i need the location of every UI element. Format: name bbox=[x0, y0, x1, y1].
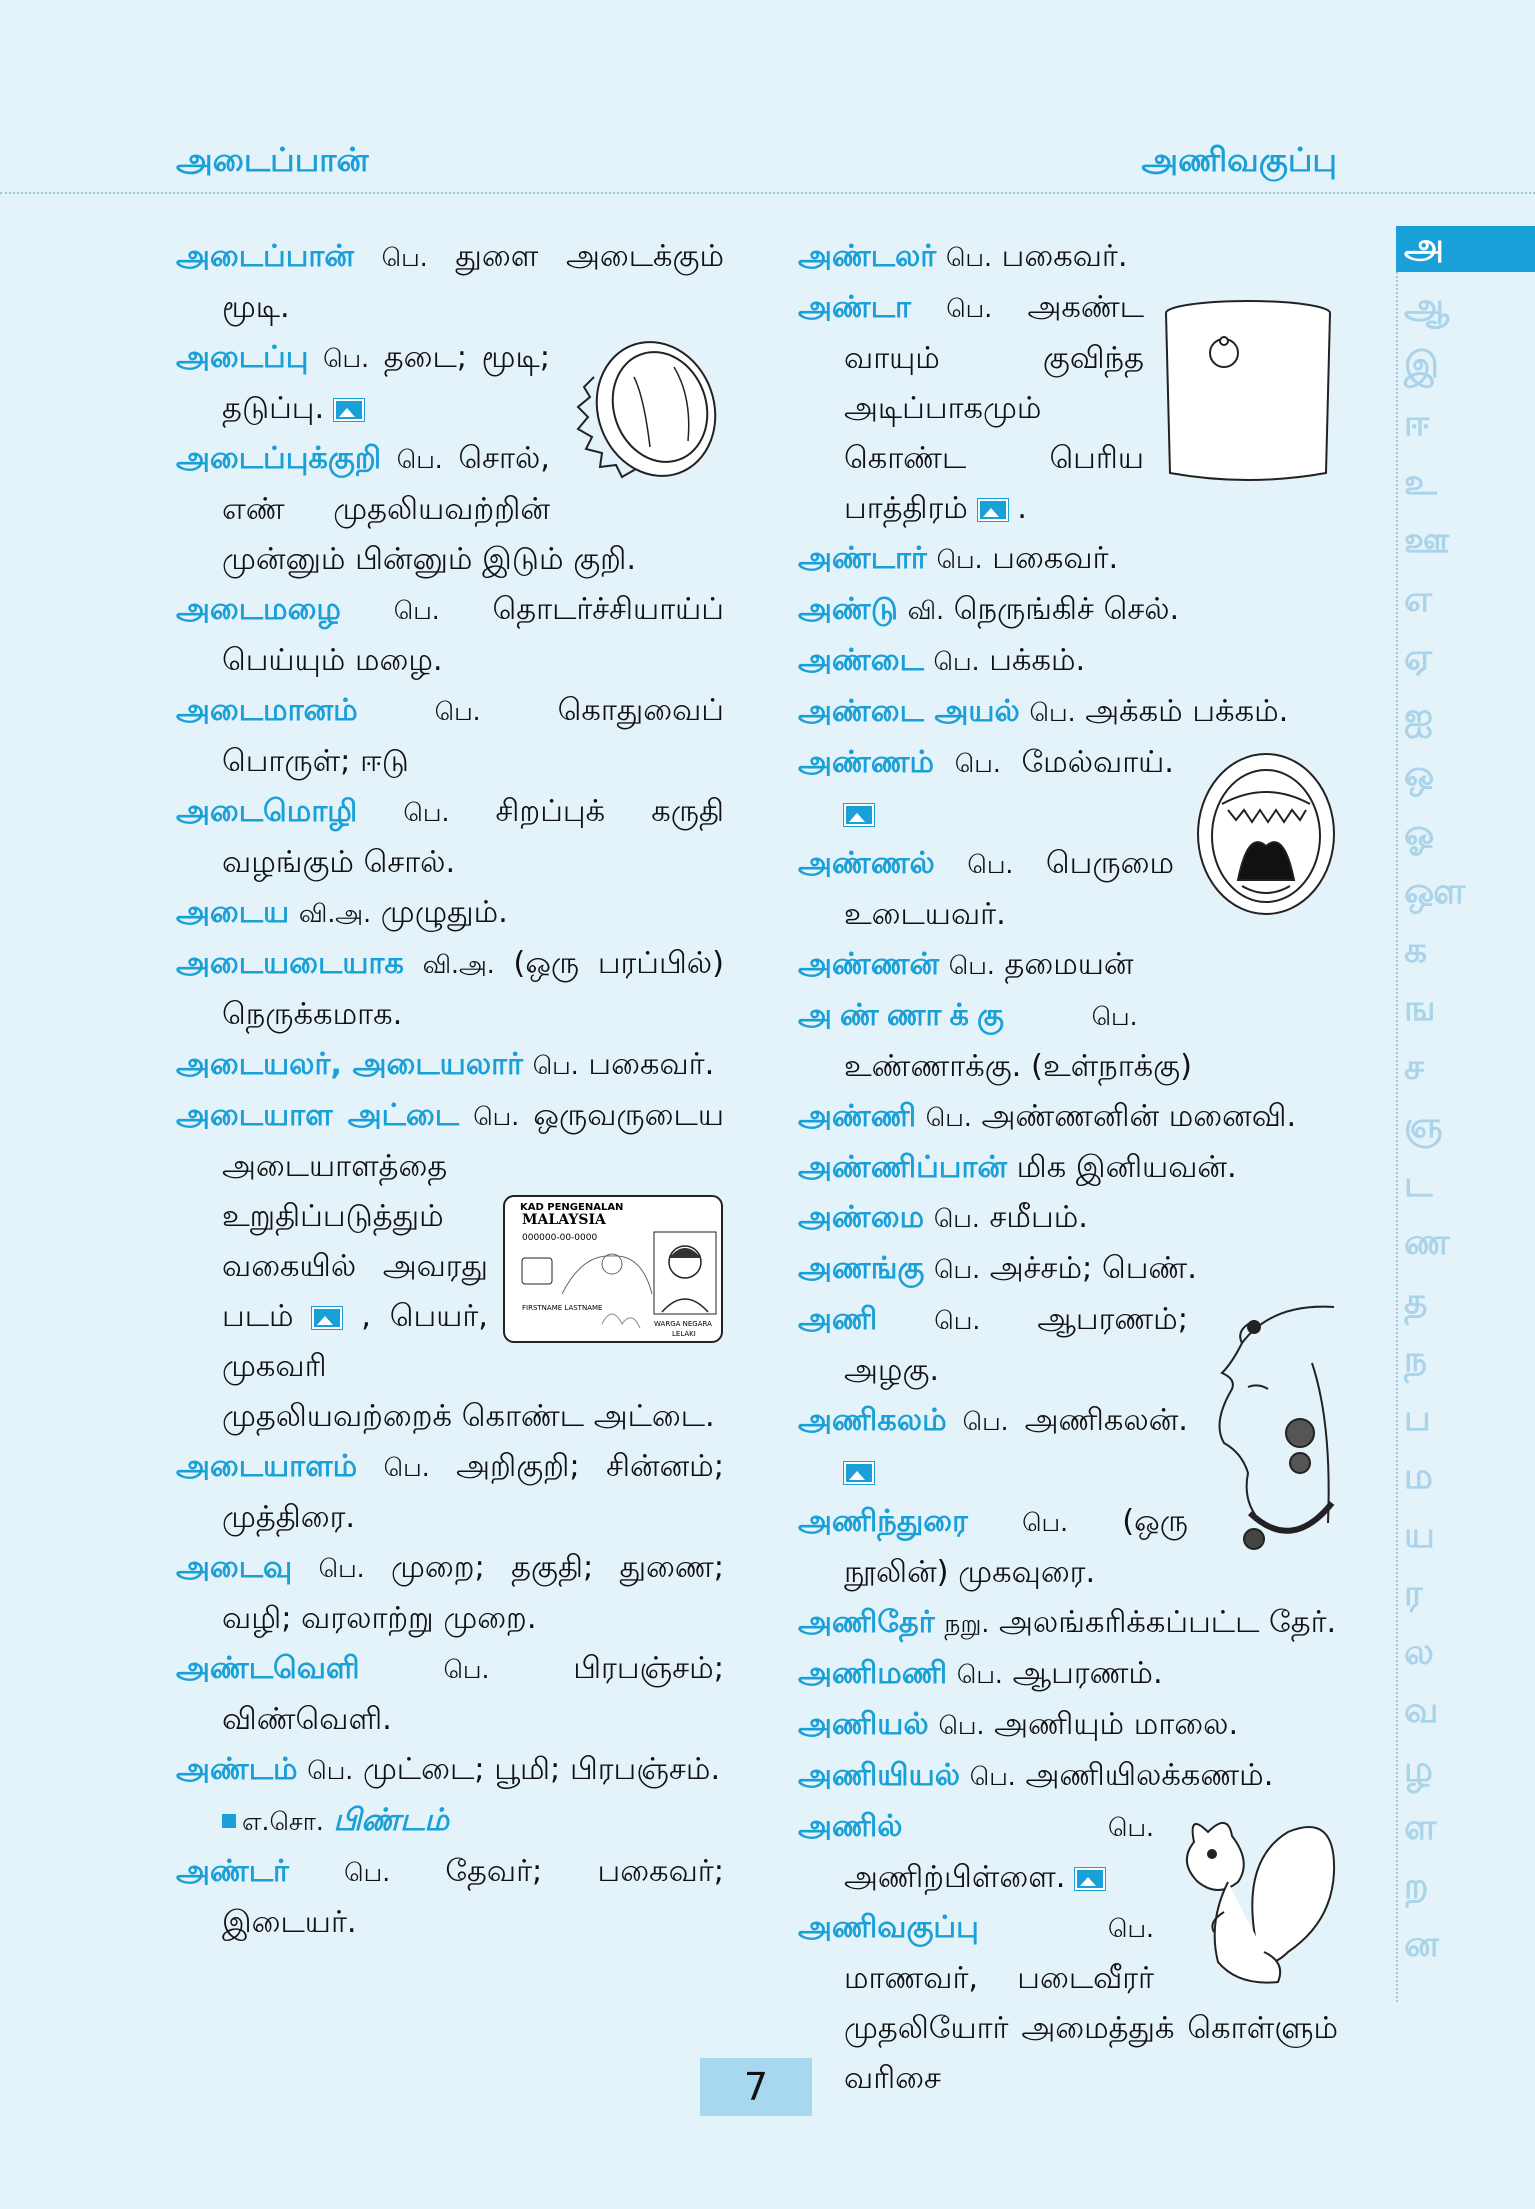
dictionary-entry bbox=[798, 1092, 1338, 1143]
definition: அகண்ட வாயும் குவிந்த அடிப்பாகமும் கொண்ட பெரிய பாத்திரம் bbox=[844, 290, 1144, 526]
part-of-speech: பெ. bbox=[945, 243, 992, 272]
dictionary-entry bbox=[176, 1040, 724, 1091]
part-of-speech: பெ. bbox=[933, 1204, 980, 1233]
definition-continued: , பெயர், முகவரி முதலியவற்றைக் கொண்ட அட்டை. bbox=[222, 1299, 715, 1434]
headword: அண்ணல் bbox=[798, 846, 935, 881]
definition: அணிகலன். bbox=[1008, 1403, 1188, 1438]
thumb-tab[interactable]: ங bbox=[1404, 988, 1436, 1029]
part-of-speech: வி.அ. bbox=[422, 950, 495, 979]
woman-jewellery-illustration bbox=[1202, 1303, 1338, 1563]
part-of-speech: பெ. bbox=[948, 951, 995, 980]
definition: அறிகுறி; சின்னம்; முத்திரை. bbox=[222, 1449, 724, 1535]
headword: அண்டர் bbox=[176, 1854, 289, 1889]
headword: அண்டா bbox=[798, 290, 911, 325]
headword: அடைப்புக்குறி bbox=[176, 441, 382, 476]
headword: அண்டவெளி bbox=[176, 1651, 360, 1686]
thumb-tab[interactable]: ட bbox=[1404, 1163, 1433, 1205]
dictionary-entry bbox=[176, 232, 724, 333]
definition: உண்ணாக்கு. (உள்நாக்கு) bbox=[844, 1049, 1192, 1084]
dictionary-entry bbox=[176, 787, 724, 888]
part-of-speech: பெ. bbox=[473, 1102, 520, 1131]
dictionary-entry bbox=[176, 585, 724, 686]
definition: முட்டை; பூமி; பிரபஞ்சம். bbox=[353, 1752, 721, 1787]
thumb-tab[interactable]: உ bbox=[1404, 461, 1437, 503]
thumb-tab[interactable]: த bbox=[1404, 1280, 1428, 1322]
definition: பக்கம். bbox=[979, 643, 1086, 678]
headword: அண்டலர் bbox=[798, 239, 937, 274]
definition: கொதுவைப் பொருள்; ஈடு bbox=[222, 693, 724, 779]
squirrel-illustration bbox=[1168, 1802, 1338, 1992]
definition: அச்சம்; பெண். bbox=[980, 1251, 1197, 1286]
dictionary-entry bbox=[798, 585, 1338, 636]
headword: அண்ணம் bbox=[798, 745, 935, 780]
dictionary-entry bbox=[176, 1543, 724, 1644]
dictionary-entry bbox=[176, 939, 724, 1040]
definition: மிக இனியவன். bbox=[1006, 1150, 1237, 1185]
definition: நெருங்கிச் செல். bbox=[944, 592, 1180, 627]
part-of-speech: பெ. bbox=[434, 697, 481, 726]
thumb-tab[interactable]: வ bbox=[1404, 1690, 1439, 1731]
thumb-tab[interactable]: ப bbox=[1404, 1397, 1431, 1439]
part-of-speech: பெ. bbox=[344, 1858, 391, 1887]
headword: அடைமொழி bbox=[176, 794, 358, 829]
thumb-tab[interactable]: ஓ bbox=[1404, 812, 1435, 854]
part-of-speech: பெ. bbox=[933, 647, 980, 676]
equivalent-label: எ.சொ. bbox=[242, 1807, 324, 1836]
headword: அணியல் bbox=[798, 1707, 929, 1742]
definition: ஒருவருடைய அடையாளத்தை உறுதிப்படுத்தும் வகையில் அவரது படம் bbox=[222, 1098, 724, 1334]
thumb-tab[interactable]: ஆ bbox=[1404, 286, 1450, 327]
equivalent-marker bbox=[222, 1814, 236, 1828]
dictionary-entry bbox=[176, 888, 724, 939]
headword: அடைப்பு bbox=[176, 340, 309, 375]
dictionary-entry bbox=[176, 686, 724, 787]
thumb-tab[interactable]: ந bbox=[1404, 1339, 1428, 1380]
headword: அடையாளம் bbox=[176, 1449, 358, 1484]
bottle-cap-illustration bbox=[564, 337, 724, 487]
dictionary-entry bbox=[798, 1649, 1338, 1700]
thumb-tab[interactable]: ண bbox=[1404, 1222, 1450, 1263]
guide-word-left: அடைப்பான் bbox=[176, 140, 369, 179]
headword: அண்டை அயல் bbox=[798, 694, 1020, 729]
thumb-tab[interactable]: ஈ bbox=[1404, 403, 1430, 444]
definition: (ஒரு நூலின்) முகவுரை. bbox=[844, 1504, 1188, 1590]
definition: பிரபஞ்சம்; விண்வெளி. bbox=[222, 1651, 724, 1737]
card-country: MALAYSIA bbox=[522, 1212, 606, 1228]
headword: அடையாள அட்டை bbox=[176, 1098, 460, 1133]
definition: மாணவர், படைவீரர் முதலியோர் அமைத்துக் கொள்ளும் வரிசை bbox=[844, 1961, 1338, 2096]
equivalent-word[interactable]: பிண்டம் bbox=[333, 1803, 449, 1838]
part-of-speech: பெ. bbox=[962, 1407, 1009, 1436]
dictionary-entry bbox=[176, 1745, 724, 1847]
part-of-speech: பெ. bbox=[954, 749, 1001, 778]
dictionary-entry bbox=[798, 1598, 1338, 1649]
dictionary-entry bbox=[798, 1244, 1338, 1295]
part-of-speech: பெ. bbox=[532, 1051, 579, 1080]
thumb-tab-active[interactable]: அ bbox=[1396, 226, 1535, 272]
definition: பகைவர். bbox=[982, 541, 1119, 576]
thumb-tab[interactable]: ள bbox=[1404, 1807, 1437, 1848]
part-of-speech: பெ. bbox=[396, 445, 443, 474]
right-column bbox=[798, 232, 1338, 2104]
part-of-speech: பெ. bbox=[956, 1660, 1003, 1689]
part-of-speech: பெ. bbox=[1091, 1002, 1138, 1031]
dictionary-entry bbox=[798, 1700, 1338, 1751]
definition: அக்கம் பக்கம். bbox=[1075, 694, 1289, 729]
image-icon[interactable] bbox=[334, 399, 364, 421]
definition: சிறப்புக் கருதி வழங்கும் சொல். bbox=[222, 794, 724, 880]
definition: அணியும் மாலை. bbox=[984, 1707, 1239, 1742]
part-of-speech: பெ. bbox=[934, 1306, 981, 1335]
thumb-tab[interactable]: ர bbox=[1404, 1573, 1423, 1614]
definition: அணியிலக்கணம். bbox=[1015, 1758, 1274, 1793]
definition: தடை; மூடி; தடுப்பு. bbox=[222, 340, 551, 426]
dictionary-entry: அண்டா பெ. அகண்ட வாயும் குவிந்த அடிப்பாகமும் கொண்ட பெரிய பாத்திரம் . bbox=[798, 290, 1144, 526]
headword: அண்ணன் bbox=[798, 947, 940, 982]
dictionary-entry bbox=[176, 1847, 724, 1948]
definition: தமையன் bbox=[994, 947, 1134, 982]
part-of-speech: பெ. bbox=[925, 1103, 972, 1132]
headword: அணிதேர் bbox=[798, 1605, 935, 1640]
definition: முறை; தகுதி; துணை; வழி; வரலாற்று முறை. bbox=[222, 1550, 724, 1636]
image-icon[interactable] bbox=[1075, 1868, 1105, 1890]
pot-illustration bbox=[1158, 297, 1338, 487]
part-of-speech: பெ. bbox=[969, 1762, 1016, 1791]
headword: அண்டு bbox=[798, 592, 898, 627]
part-of-speech: பெ. bbox=[1107, 1813, 1154, 1842]
thumb-tab[interactable]: ழ bbox=[1404, 1748, 1433, 1790]
thumb-tab[interactable]: ல bbox=[1404, 1631, 1434, 1673]
dictionary-entry bbox=[798, 1193, 1338, 1244]
part-of-speech: பெ. bbox=[938, 1711, 985, 1740]
dictionary-entry bbox=[798, 534, 1338, 585]
headword: அணிகலம் bbox=[798, 1403, 947, 1438]
definition: பகைவர். bbox=[991, 239, 1128, 274]
dictionary-entry bbox=[798, 940, 1338, 991]
headword: அண்டம் bbox=[176, 1752, 298, 1787]
part-of-speech: பெ. bbox=[1029, 698, 1076, 727]
part-of-speech: பெ. bbox=[307, 1756, 354, 1785]
thumb-tab[interactable]: ஞ bbox=[1404, 1105, 1443, 1146]
thumb-tab[interactable]: ற bbox=[1404, 1865, 1429, 1907]
definition: அண்ணனின் மனைவி. bbox=[971, 1099, 1297, 1134]
headword: அணில் bbox=[798, 1809, 903, 1844]
mouth-illustration bbox=[1188, 750, 1338, 920]
card-citizen: WARGA NEGARA bbox=[654, 1320, 712, 1328]
part-of-speech: பெ. bbox=[1107, 1914, 1154, 1943]
headword: அண்மை bbox=[798, 1200, 925, 1235]
image-icon[interactable] bbox=[844, 804, 874, 826]
thumb-tab[interactable]: ய bbox=[1404, 1514, 1435, 1556]
dictionary-entry bbox=[176, 1091, 724, 1442]
dictionary-entry bbox=[798, 1143, 1338, 1193]
id-card-illustration bbox=[502, 1194, 724, 1344]
part-of-speech: பெ. bbox=[323, 344, 370, 373]
definition: முழுதும். bbox=[371, 895, 508, 930]
definition: பெருமை உடையவர். bbox=[844, 846, 1174, 932]
dictionary-entry bbox=[798, 636, 1338, 687]
definition: பகைவர். bbox=[578, 1047, 715, 1082]
dictionary-entry bbox=[798, 1751, 1338, 1802]
part-of-speech: பெ. bbox=[934, 1255, 981, 1284]
dictionary-entry bbox=[798, 991, 1338, 1092]
headword: அடைப்பான் bbox=[176, 239, 354, 274]
part-of-speech: பெ. bbox=[1022, 1508, 1069, 1537]
part-of-speech: பெ. bbox=[443, 1655, 490, 1684]
card-title: KAD PENGENALAN bbox=[520, 1202, 624, 1213]
dictionary-entry bbox=[798, 687, 1338, 738]
part-of-speech: வி. bbox=[907, 596, 945, 625]
dictionary-entry bbox=[176, 1644, 724, 1745]
headword: அணங்கு bbox=[798, 1251, 925, 1286]
headword: அணியியல் bbox=[798, 1758, 961, 1793]
image-icon[interactable] bbox=[978, 499, 1008, 521]
guide-word-right: அணிவகுப்பு bbox=[1141, 140, 1337, 179]
headword: அண்டை bbox=[798, 643, 924, 678]
part-of-speech: பெ. bbox=[383, 1453, 430, 1482]
headword: அடைமானம் bbox=[176, 693, 358, 728]
thumb-tab[interactable]: ஏ bbox=[1404, 637, 1433, 678]
headword: அணிமணி bbox=[798, 1656, 948, 1691]
page-number: 7 bbox=[700, 2058, 812, 2116]
image-icon[interactable] bbox=[844, 1462, 874, 1484]
dictionary-entry bbox=[176, 1442, 724, 1543]
headword: அடையலர், அடையலார் bbox=[176, 1047, 524, 1082]
part-of-speech: பெ. bbox=[403, 798, 450, 827]
headword: அணிந்துரை bbox=[798, 1504, 968, 1539]
thumb-tab[interactable]: க bbox=[1404, 929, 1428, 971]
definition: தொடர்ச்சியாய்ப் பெய்யும் மழை. bbox=[222, 592, 724, 678]
definition: அலங்கரிக்கப்பட்ட தேர். bbox=[989, 1605, 1337, 1640]
card-name: FIRSTNAME LASTNAME bbox=[522, 1304, 603, 1312]
dictionary-entry bbox=[798, 232, 1338, 283]
part-of-speech: பெ. bbox=[967, 850, 1014, 879]
card-gender: LELAKI bbox=[672, 1330, 696, 1338]
thumb-tab[interactable]: ஊ bbox=[1404, 520, 1450, 561]
thumb-tab[interactable]: ன bbox=[1404, 1924, 1439, 1965]
image-icon[interactable] bbox=[312, 1307, 342, 1329]
thumb-tab[interactable]: ஒ bbox=[1404, 754, 1435, 795]
headword: அணி bbox=[798, 1302, 878, 1337]
headword: அடைய bbox=[176, 895, 290, 930]
headword: அணிவகுப்பு bbox=[798, 1910, 979, 1945]
definition: ஆபரணம்; அழகு. bbox=[844, 1302, 1188, 1388]
definition: அணிற்பிள்ளை. bbox=[844, 1860, 1066, 1895]
thumb-tab[interactable]: எ bbox=[1404, 578, 1433, 620]
headword: அடையடையாக bbox=[176, 946, 404, 981]
part-of-speech: நறு. bbox=[944, 1609, 990, 1638]
definition: சொல், எண் முதலியவற்றின் முன்னும் பின்னும் இடும் குறி. bbox=[222, 441, 637, 577]
headword: அண்ணிப்பான் bbox=[798, 1150, 1007, 1185]
card-number: 000000-00-0000 bbox=[522, 1233, 598, 1243]
definition: மேல்வாய். bbox=[1000, 745, 1174, 780]
headword: அடைமழை bbox=[176, 592, 341, 627]
thumb-index bbox=[1396, 226, 1535, 1996]
headword: அண்டார் bbox=[798, 541, 927, 576]
part-of-speech: பெ. bbox=[946, 294, 993, 323]
definition: சமீபம். bbox=[979, 1200, 1088, 1235]
thumb-tab[interactable]: ச bbox=[1404, 1046, 1424, 1088]
thumb-tab[interactable]: ஔ bbox=[1404, 871, 1466, 912]
headword: அடைவு bbox=[176, 1550, 293, 1585]
part-of-speech: பெ. bbox=[381, 243, 428, 272]
part-of-speech: வி.அ. bbox=[298, 899, 372, 928]
part-of-speech: பெ. bbox=[318, 1554, 365, 1583]
thumb-tab[interactable]: ஐ bbox=[1404, 695, 1433, 737]
part-of-speech: பெ. bbox=[936, 545, 983, 574]
definition: ஆபரணம். bbox=[1002, 1656, 1163, 1691]
headword: அண்ணாக்கு bbox=[798, 998, 1012, 1033]
thumb-tab[interactable]: ம bbox=[1404, 1456, 1433, 1497]
definition: துளை அடைக்கும் மூடி. bbox=[222, 239, 724, 325]
thumb-tab[interactable]: இ bbox=[1404, 344, 1440, 386]
left-column bbox=[176, 232, 724, 1948]
part-of-speech: பெ. bbox=[393, 596, 440, 625]
definition: தேவர்; பகைவர்; இடையர். bbox=[222, 1854, 725, 1940]
headword: அண்ணி bbox=[798, 1099, 917, 1134]
definition: (ஒரு பரப்பில்) நெருக்கமாக. bbox=[222, 946, 724, 1032]
header-divider bbox=[0, 192, 1535, 194]
